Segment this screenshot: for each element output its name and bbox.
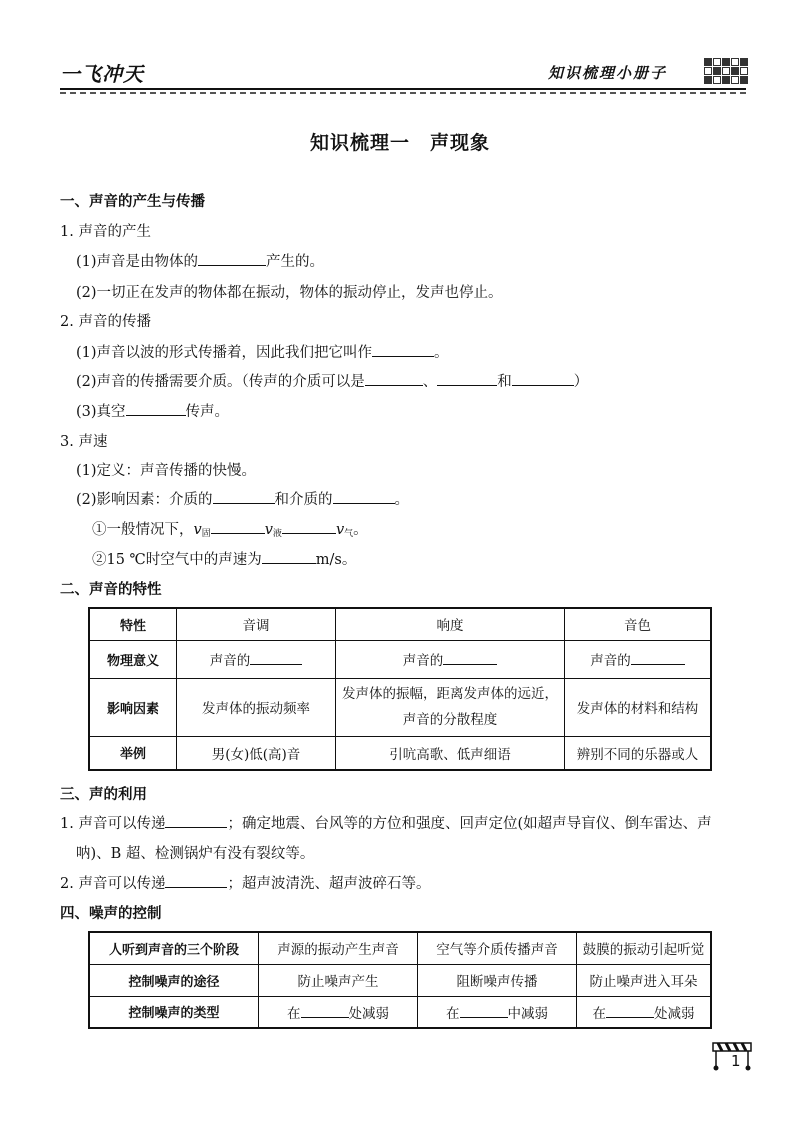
answer-blank[interactable]: [512, 370, 574, 386]
table-cell: 防止噪声产生: [259, 964, 418, 996]
table-header-cell: 音色: [565, 608, 712, 640]
answer-blank[interactable]: [443, 649, 497, 665]
subsection-heading: 3. 声速: [60, 434, 108, 450]
answer-blank[interactable]: [365, 370, 423, 386]
question-line: ②15 ℃时空气中的声速为 m/s。: [92, 548, 356, 569]
table-cell: 辨别不同的乐器或人: [565, 736, 712, 770]
table-cell: 男(女)低(高)音: [177, 736, 336, 770]
table-cell: 空气等介质传播声音: [418, 932, 577, 964]
statement-line: (2)一切正在发声的物体都在振动，物体的振动停止，发声也停止。: [76, 285, 503, 301]
answer-blank[interactable]: [372, 341, 434, 357]
answer-blank[interactable]: [211, 518, 265, 534]
question-line: 1. 声音可以传递 ；确定地震、台风等的方位和强度、回声定位(如超声导盲仪、倒车雷达、声: [60, 812, 712, 833]
answer-blank[interactable]: [333, 488, 395, 504]
answer-blank[interactable]: [301, 1002, 349, 1018]
table-cell: 声源的振动产生声音: [259, 932, 418, 964]
question-line: (1)声音是由物体的 产生的。: [76, 250, 324, 271]
table-cell: 在 处减弱: [259, 996, 418, 1028]
row-label: 人听到声音的三个阶段: [89, 932, 259, 964]
table-cell: 声音的: [336, 640, 565, 678]
page-number: 1: [731, 1052, 741, 1070]
answer-blank[interactable]: [250, 649, 302, 665]
sound-characteristics-table: [88, 607, 712, 771]
answer-blank[interactable]: [460, 1002, 508, 1018]
subsection-heading: 1. 声音的产生: [60, 224, 151, 240]
section-heading: 一、声音的产生与传播: [60, 194, 205, 210]
table-cell: 发声体的材料和结构: [565, 678, 712, 736]
answer-blank[interactable]: [165, 872, 227, 888]
answer-blank[interactable]: [213, 488, 275, 504]
answer-blank[interactable]: [437, 370, 497, 386]
row-label: 物理意义: [89, 640, 177, 678]
question-line: (3)真空 传声。: [76, 400, 229, 421]
table-header-cell: 响度: [336, 608, 565, 640]
table-cell: 引吭高歌、低声细语: [336, 736, 565, 770]
table-cell: 防止噪声进入耳朵: [577, 964, 712, 996]
answer-blank[interactable]: [126, 400, 186, 416]
question-line: (2)声音的传播需要介质。（传声的介质可以是 、 和 ）: [76, 370, 588, 391]
table-cell: 阻断噪声传播: [418, 964, 577, 996]
answer-blank[interactable]: [262, 548, 316, 564]
table-cell: 发声体的振幅，距离发声体的远近， 声音的分散程度: [336, 678, 565, 736]
answer-blank[interactable]: [606, 1002, 654, 1018]
brand-logo-text: 一飞冲天: [60, 62, 144, 86]
subsection-heading: 2. 声音的传播: [60, 314, 151, 330]
table-cell: 在 处减弱: [577, 996, 712, 1028]
row-label: 控制噪声的途径: [89, 964, 259, 996]
checker-decoration: [704, 58, 744, 86]
row-label: 控制噪声的类型: [89, 996, 259, 1028]
page-title: 知识梳理一 声现象: [309, 132, 490, 154]
section-heading: 三、声的利用: [60, 787, 147, 803]
answer-blank[interactable]: [282, 518, 336, 534]
booklet-title: 知识梳理小册子: [548, 64, 668, 82]
table-header-cell: 音调: [177, 608, 336, 640]
statement-line: (1)定义：声音传播的快慢。: [76, 463, 257, 479]
header-rule: [60, 88, 746, 90]
table-cell: 在 中减弱: [418, 996, 577, 1028]
row-label: 举例: [89, 736, 177, 770]
answer-blank[interactable]: [165, 812, 227, 828]
question-line: ①一般情况下，$v_固$ $v_液$ $v_气$。: [92, 518, 368, 539]
answer-blank[interactable]: [631, 649, 685, 665]
table-cell: 声音的: [177, 640, 336, 678]
table-cell: 发声体的振动频率: [177, 678, 336, 736]
section-heading: 二、声音的特性: [60, 582, 162, 598]
table-header-cell: 特性: [89, 608, 177, 640]
question-line: (2)影响因素：介质的 和介质的 。: [76, 488, 409, 509]
section-heading: 四、噪声的控制: [60, 906, 162, 922]
header-rule-dashed: [60, 92, 746, 94]
question-line: 2. 声音可以传递 ；超声波清洗、超声波碎石等。: [60, 872, 430, 893]
noise-control-table: [88, 931, 712, 1029]
answer-blank[interactable]: [198, 250, 266, 266]
question-line: (1)声音以波的形式传播着，因此我们把它叫作 。: [76, 341, 449, 362]
table-cell: 鼓膜的振动引起听觉: [577, 932, 712, 964]
table-cell: 声音的: [565, 640, 712, 678]
statement-line: 呐)、B 超、检测锅炉有没有裂纹等。: [76, 846, 315, 862]
row-label: 影响因素: [89, 678, 177, 736]
